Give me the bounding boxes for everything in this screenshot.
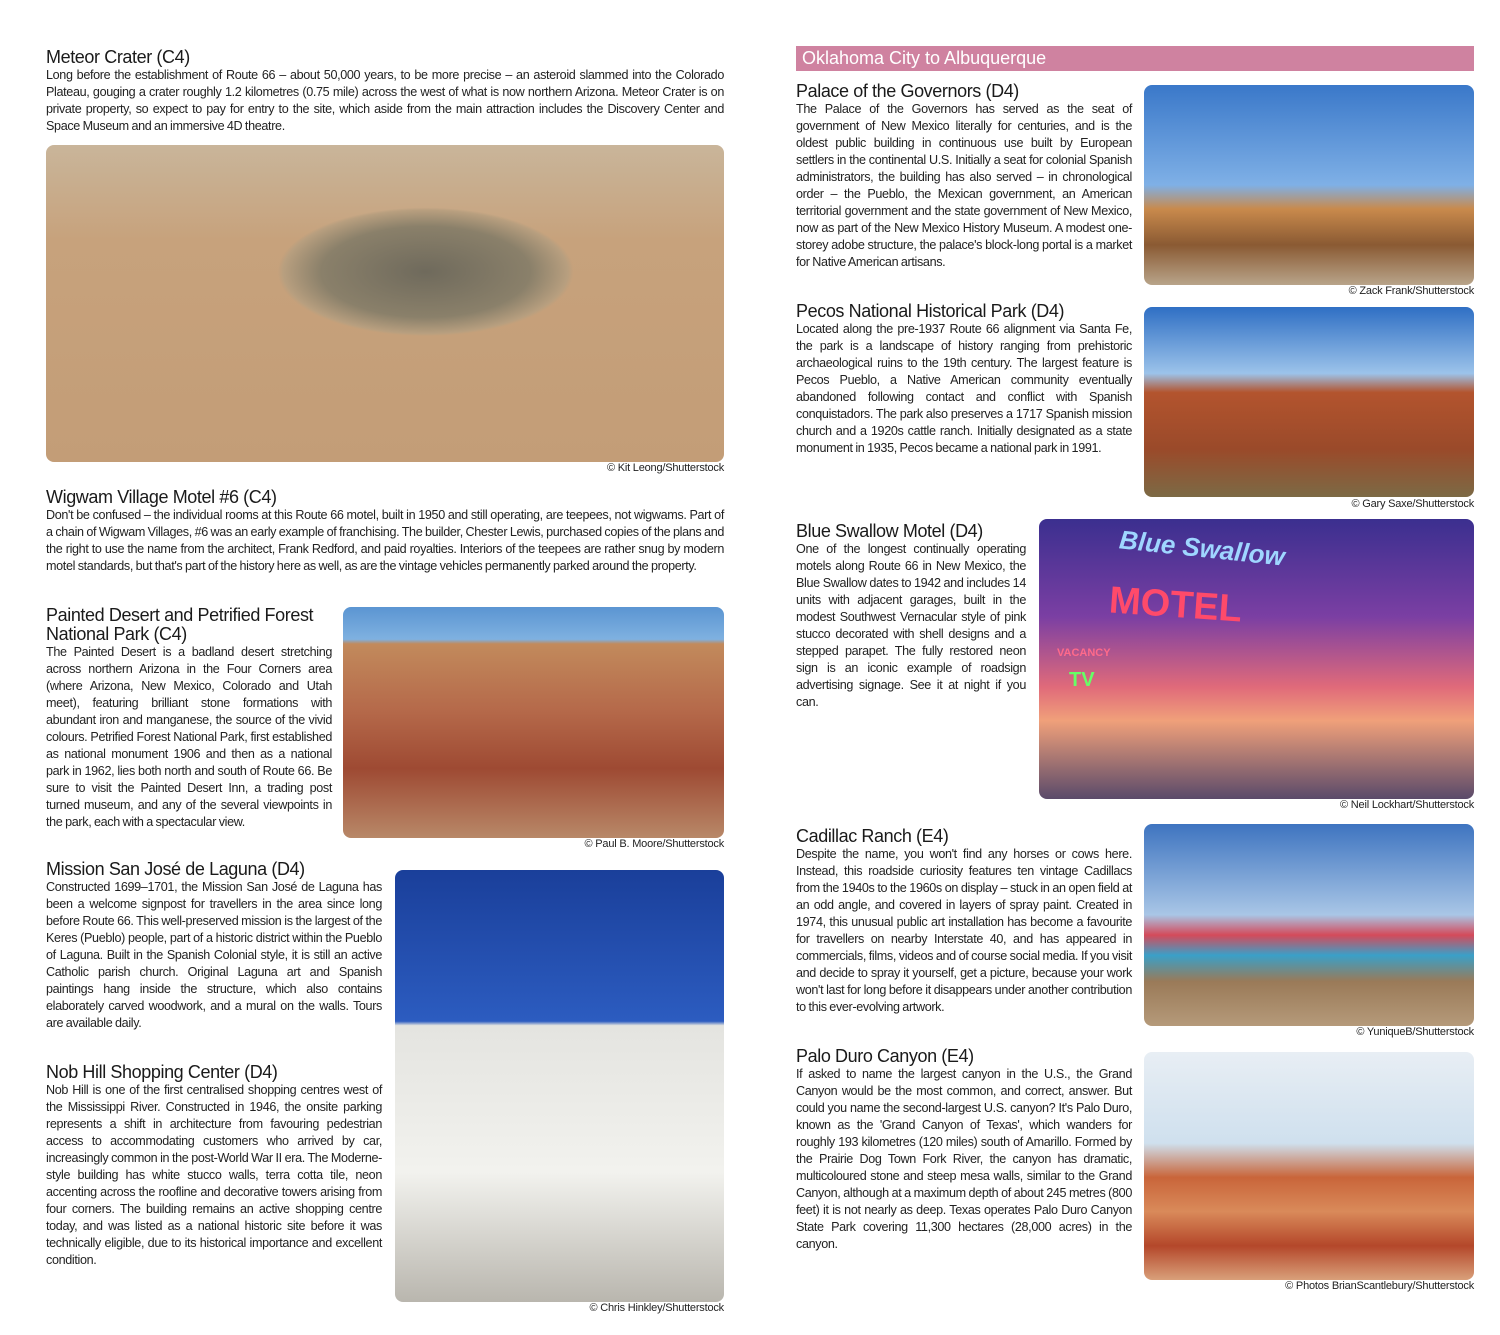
- section-body: Constructed 1699–1701, the Mission San José de Laguna has been a welcome signpost for travellers in the area since long before Route 66. This well-preserved mission is the largest of the Keres (Pueblo) people, part of a historic district within the Pueblo of Laguna. Built in the Spanish Colonial style, it is still an active Catholic parish church. Original Laguna art and Spanish paintings hang inside the structure, which also contains elaborately carved woodwork, and a mural on the walls. Tours are available daily.: [46, 880, 382, 1030]
- neon-sign-motel: MOTEL: [1107, 579, 1244, 631]
- section-cadillac-ranch: [796, 827, 1132, 1047]
- section-nob-hill: [46, 1063, 382, 1269]
- neon-sign-script: Blue Swallow: [1117, 524, 1287, 572]
- photo-credit: © Neil Lockhart/Shutterstock: [1340, 799, 1474, 811]
- section-title: Painted Desert and Petrified Forest National Park (C4): [46, 605, 314, 644]
- photo-credit: © Zack Frank/Shutterstock: [1348, 285, 1474, 297]
- section-painted-desert: [46, 606, 332, 860]
- section-body: One of the longest continually operating motels along Route 66 in New Mexico, the Blue Swallow dates to 1942 and includes 14 units with adjacent garages, built in the modest Southwest Vernacular style of pink stucco decorated with shell designs and a stepped parapet. The fully restored neon sign is an iconic example of roadsign advertising signage. See it at night if you can.: [796, 542, 1026, 709]
- section-palo-duro: [796, 1047, 1132, 1253]
- section-title: Cadillac Ranch (E4): [796, 826, 949, 846]
- right-column: [796, 82, 1132, 1253]
- region-banner: [796, 46, 1474, 71]
- palace-photo: [1144, 85, 1474, 285]
- section-pecos: [796, 302, 1132, 522]
- neon-sign-vacancy: VACANCY: [1057, 647, 1111, 659]
- section-body: Don't be confused – the individual rooms at this Route 66 motel, built in 1950 and still operating, are teepees, not wigwams. Part of a chain of Wigwam Villages, #6 was an early example of franchising. The builder, Chester Lewis, purchased copies of the plans and the right to use the name from the architect, Frank Redford, and paid royalties. Interiors of the teepees are rather snug by modern motel standards, but that's part of the history here as well, as are the vintage vehicles permanently parked around the property.: [46, 508, 724, 573]
- photo-credit: © Gary Saxe/Shutterstock: [1351, 498, 1474, 510]
- photo-credit: © YuniqueB/Shutterstock: [1356, 1026, 1474, 1038]
- photo-credit: © Chris Hinkley/Shutterstock: [589, 1302, 724, 1314]
- palo-duro-photo: [1144, 1052, 1474, 1280]
- section-title: Pecos National Historical Park (D4): [796, 301, 1065, 321]
- photo-credit: © Kit Leong/Shutterstock: [606, 462, 724, 474]
- section-body: Located along the pre-1937 Route 66 alignment via Santa Fe, the park is a landscape of history ranging from prehistoric archaeological ruins to the 19th century. The largest feature is Pecos Pueblo, a Native American community eventually abandoned following contact and conflict with Spanish conquistadors. The park also preserves a 1717 Spanish mission church and a 1920s cattle ranch. Initially designated as a state monument in 1935, Pecos became a national park in 1991.: [796, 322, 1132, 455]
- section-title: Mission San José de Laguna (D4): [46, 859, 305, 879]
- section-body: Long before the establishment of Route 66 – about 50,000 years, to be more precise – an asteroid slammed into the Colorado Plateau, gouging a crater roughly 1.2 kilometres (0.75 mile) across the west of what is now northern Arizona. Meteor Crater is on private property, so expect to pay for entry to the site, which aside from the main attraction includes the Discovery Center and Space Museum and an immersive 4D theatre.: [46, 68, 724, 133]
- section-body: The Palace of the Governors has served as the seat of government of New Mexico literally for centuries, and is the oldest public building in continuous use built by European settlers in the continental U.S. Initially a seat for colonial Spanish administrators, the building has also served – in chronological order – the Pueblo, the Mexican government, an American territorial government and the state government of New Mexico, now as part of the New Mexico History Museum. A modest one-storey adobe structure, the palace's block-long portal is a market for Native American artisans.: [796, 102, 1132, 269]
- section-body: Nob Hill is one of the first centralised shopping centres west of the Mississippi River. Constructed in 1946, the onsite parking represents a shift in architecture from favouring pedestrian access to accommodating customers who arrived by car, increasingly common in the post-World War II era. The Moderne-style building has white stucco walls, terra cotta tile, neon accenting across the roofline and decorative towers arising from four corners. The building remains an active shopping centre today, and was listed as a national historic site before it was technically eligible, due to its historical importance and excellent condition.: [46, 1083, 382, 1267]
- photo-credit: © Paul B. Moore/Shutterstock: [584, 838, 724, 850]
- pecos-photo: [1144, 307, 1474, 497]
- section-body: The Painted Desert is a badland desert stretching across northern Arizona in the Four Corners area (where Arizona, New Mexico, Colorado and Utah meet), featuring brilliant stone formations with abundant iron and manganese, the source of the vivid colours. Petrified Forest National Park, first established as national monument 1906 and then as a national park in 1962, lies both north and south of Route 66. Be sure to visit the Painted Desert Inn, a trading post turned museum, and any of the several viewpoints in the park, each with a spectacular view.: [46, 645, 332, 829]
- section-title: Meteor Crater (C4): [46, 47, 190, 67]
- section-blue-swallow: [796, 522, 1026, 827]
- neon-sign-tv: TV: [1069, 669, 1095, 691]
- cadillac-ranch-photo: [1144, 824, 1474, 1026]
- section-title: Palo Duro Canyon (E4): [796, 1046, 974, 1066]
- section-title: Palace of the Governors (D4): [796, 81, 1019, 101]
- section-title: Wigwam Village Motel #6 (C4): [46, 487, 277, 507]
- section-body: If asked to name the largest canyon in the U.S., the Grand Canyon would be the most common, and correct, answer. But could you name the second-largest U.S. canyon? It's Palo Duro, known as the 'Grand Canyon of Texas', which wanders for roughly 193 kilometres (120 miles) south of Amarillo. Formed by the Prairie Dog Town Fork River, the canyon has dramatic, multicoloured stone and steep mesa walls, similar to the Grand Canyon, although at a maximum depth of about 245 metres (800 feet) it is not nearly as deep. Texas operates Palo Duro Canyon State Park covering 11,300 hectares (28,000 acres) in the canyon.: [796, 1067, 1132, 1251]
- section-wigwam-village: [46, 488, 724, 606]
- section-title: Nob Hill Shopping Center (D4): [46, 1062, 278, 1082]
- section-title: Blue Swallow Motel (D4): [796, 521, 983, 541]
- region-title: Oklahoma City to Albuquerque: [802, 48, 1047, 68]
- section-body: Despite the name, you won't find any horses or cows here. Instead, this roadside curiosity features ten vintage Cadillacs from the 1940s to the 1960s on display – stuck in an open field at an odd angle, and covered in layers of spray paint. Created in 1974, this unusual public art installation has become a favourite for travellers on nearby Interstate 40, and has appeared in commercials, films, videos and of course social media. If you visit and decide to spray it yourself, get a picture, because your work won't last for long before it disappears under another contribution to this ever-evolving artwork.: [796, 847, 1132, 1014]
- section-mission-san-jose: [46, 860, 382, 1063]
- section-meteor-crater: [46, 48, 724, 488]
- left-column: [46, 48, 724, 1269]
- section-palace-governors: [796, 82, 1132, 302]
- photo-credit: © Photos BrianScantlebury/Shutterstock: [1285, 1280, 1474, 1292]
